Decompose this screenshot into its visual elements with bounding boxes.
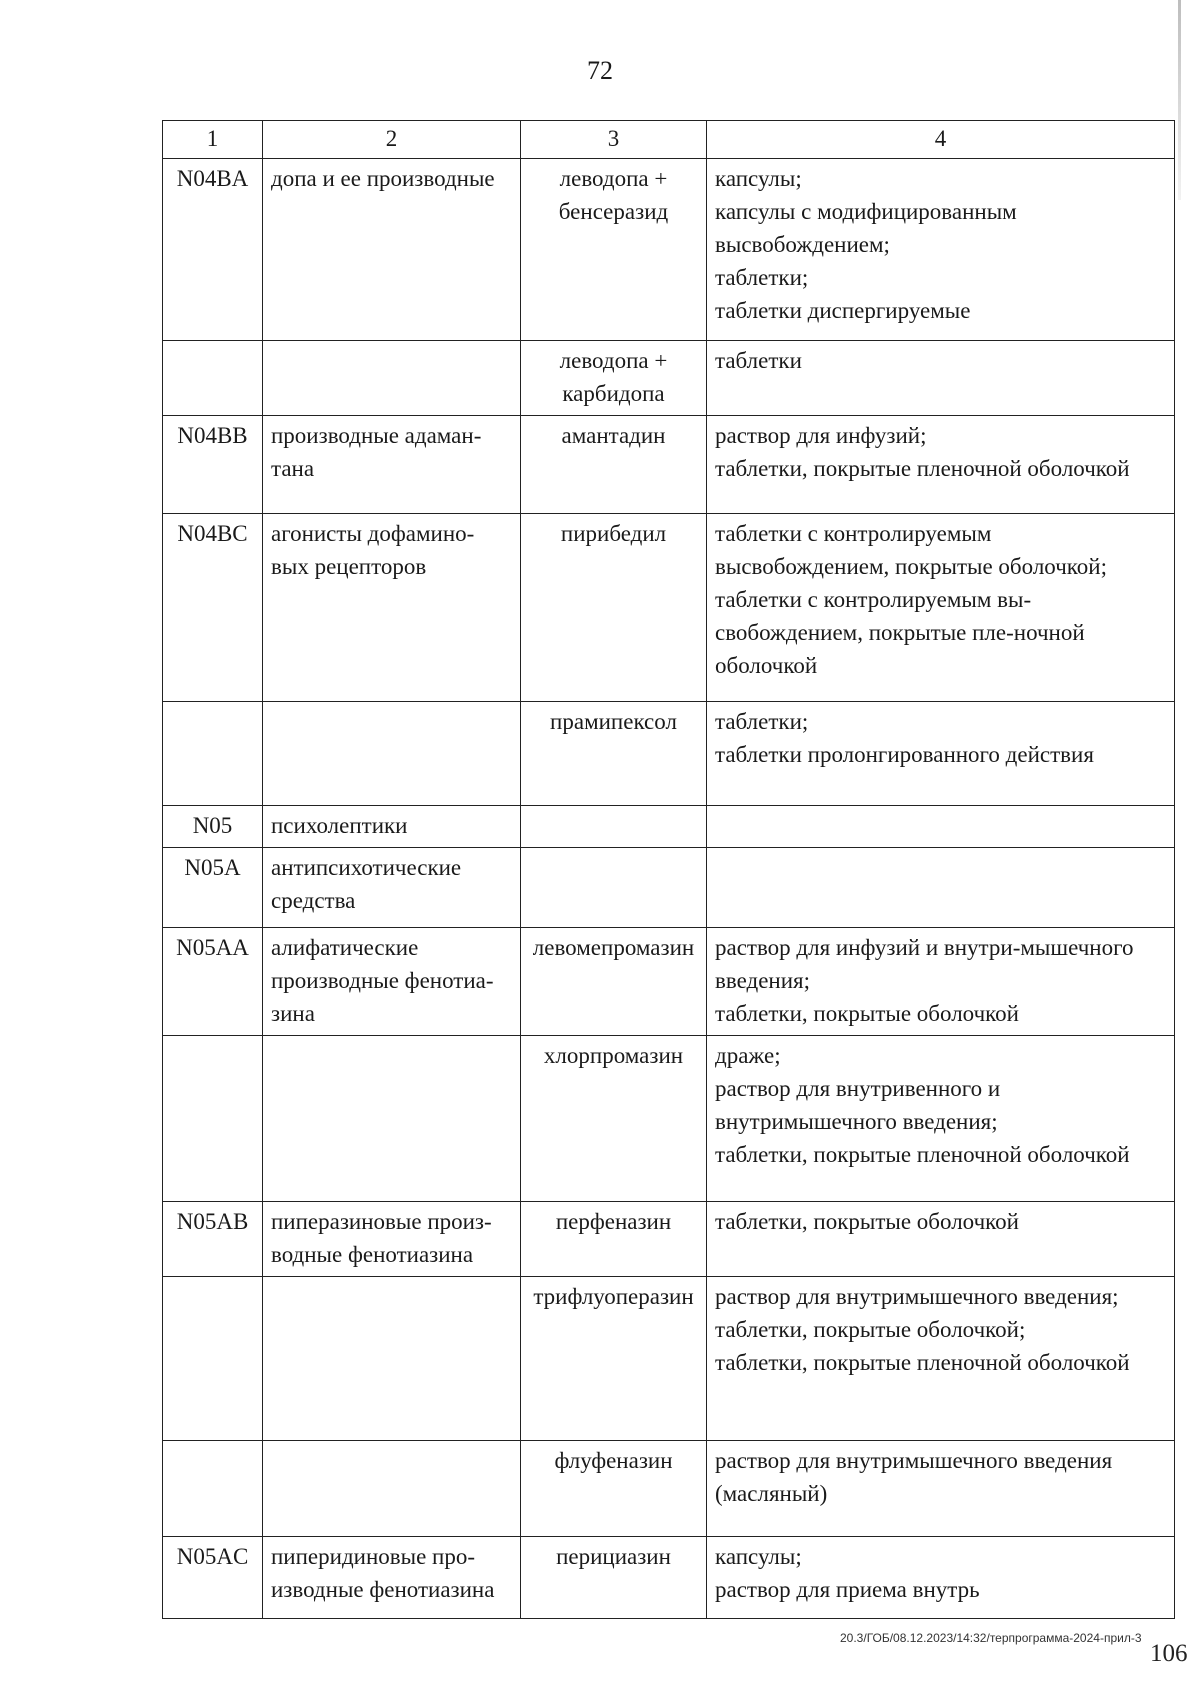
table-row [163, 159, 1175, 341]
dosage-form: таблетки, покрытые оболочкой [715, 1001, 1019, 1026]
group-cell: алифатические производные фенотиа-зина [263, 928, 521, 1036]
table-row [163, 702, 1175, 806]
atc-code-cell: N05AC [163, 1537, 263, 1619]
drug-cell: леводопа + бенсеразид [521, 159, 707, 341]
dosage-form: капсулы с модифицированным высвобождением; [715, 199, 1017, 257]
table-row [163, 806, 1175, 848]
atc-code-cell [163, 1277, 263, 1441]
header-cell: 3 [521, 121, 707, 159]
atc-code-cell: N04BB [163, 416, 263, 514]
group-cell: допа и ее производные [263, 159, 521, 341]
dosage-forms-cell [707, 848, 1175, 928]
table-row [163, 1036, 1175, 1202]
group-cell [263, 702, 521, 806]
group-cell [263, 1277, 521, 1441]
group-cell: производные адаман-тана [263, 416, 521, 514]
atc-code-cell: N04BC [163, 514, 263, 702]
group-cell: психолептики [263, 806, 521, 848]
table-row [163, 1537, 1175, 1619]
table-row [163, 416, 1175, 514]
atc-code-cell: N05 [163, 806, 263, 848]
dosage-forms-cell [707, 1537, 1175, 1619]
table-row [163, 1441, 1175, 1537]
dosage-form: раствор для инфузий; [715, 423, 927, 448]
drug-cell: левомепромазин [521, 928, 707, 1036]
group-cell [263, 341, 521, 416]
atc-code-cell: N05AA [163, 928, 263, 1036]
dosage-form: таблетки, покрытые пленочной оболочкой [715, 1350, 1130, 1375]
table-header-row [163, 121, 1175, 159]
drug-cell: трифлуоперазин [521, 1277, 707, 1441]
drug-cell: амантадин [521, 416, 707, 514]
dosage-form: таблетки, покрытые оболочкой [715, 1209, 1019, 1234]
dosage-form: раствор для приема внутрь [715, 1577, 980, 1602]
header-cell: 2 [263, 121, 521, 159]
drug-cell: перициазин [521, 1537, 707, 1619]
group-cell: пиперидиновые про-изводные фенотиазина [263, 1537, 521, 1619]
header-cell: 4 [707, 121, 1175, 159]
table-row [163, 1277, 1175, 1441]
dosage-forms-cell [707, 159, 1175, 341]
dosage-form: таблетки; [715, 265, 809, 290]
dosage-forms-cell [707, 1277, 1175, 1441]
drug-cell: хлорпромазин [521, 1036, 707, 1202]
dosage-form: раствор для внутримышечного введения (масляный) [715, 1448, 1113, 1506]
dosage-forms-cell [707, 928, 1175, 1036]
drug-cell [521, 848, 707, 928]
group-cell [263, 1036, 521, 1202]
dosage-forms-cell [707, 416, 1175, 514]
group-cell: антипсихотические средства [263, 848, 521, 928]
header-cell: 1 [163, 121, 263, 159]
drug-cell: перфеназин [521, 1202, 707, 1277]
atc-code-cell [163, 702, 263, 806]
dosage-forms-cell [707, 1036, 1175, 1202]
dosage-form: таблетки; [715, 709, 809, 734]
drug-cell: пирибедил [521, 514, 707, 702]
dosage-form: таблетки пролонгированного действия [715, 742, 1094, 767]
dosage-forms-cell [707, 341, 1175, 416]
table-row [163, 514, 1175, 702]
dosage-form: таблетки, покрытые пленочной оболочкой [715, 1142, 1130, 1167]
dosage-forms-cell [707, 1202, 1175, 1277]
dosage-forms-cell [707, 806, 1175, 848]
dosage-form: драже; [715, 1043, 781, 1068]
table-row [163, 928, 1175, 1036]
atc-code-cell: N04BA [163, 159, 263, 341]
dosage-form: таблетки диспергируемые [715, 298, 971, 323]
scan-edge [1178, 0, 1181, 200]
dosage-form: таблетки с контролируемым вы-свобождением, покрытые пле-ночной оболочкой [715, 587, 1085, 678]
drug-cell [521, 806, 707, 848]
dosage-forms-cell [707, 1441, 1175, 1537]
dosage-form: капсулы; [715, 166, 802, 191]
atc-code-cell [163, 341, 263, 416]
document-reference: 20.3/ГОБ/08.12.2023/14:32/терпрограмма-2024-прил-3 [840, 1631, 1142, 1645]
sheet-number: 106 [1150, 1640, 1188, 1667]
drug-cell: леводопа + карбидопа [521, 341, 707, 416]
atc-code-cell: N05AB [163, 1202, 263, 1277]
dosage-form: таблетки, покрытые пленочной оболочкой [715, 456, 1130, 481]
group-cell: пиперазиновые произ-водные фенотиазина [263, 1202, 521, 1277]
table-row [163, 1202, 1175, 1277]
dosage-form: раствор для внутривенного и внутримышечного введения; [715, 1076, 1001, 1134]
dosage-form: таблетки, покрытые оболочкой; [715, 1317, 1026, 1342]
drug-table [162, 120, 1175, 1619]
dosage-form: капсулы; [715, 1544, 802, 1569]
dosage-form: раствор для внутримышечного введения; [715, 1284, 1119, 1309]
dosage-forms-cell [707, 702, 1175, 806]
atc-code-cell [163, 1036, 263, 1202]
atc-code-cell [163, 1441, 263, 1537]
table-row [163, 341, 1175, 416]
dosage-form: таблетки с контролируемым высвобождением, покрытые оболочкой; [715, 521, 1107, 579]
page-number: 72 [587, 56, 613, 85]
dosage-form: раствор для инфузий и внутри-мышечного введения; [715, 935, 1134, 993]
dosage-form: таблетки [715, 348, 802, 373]
drug-cell: флуфеназин [521, 1441, 707, 1537]
drug-cell: прамипексол [521, 702, 707, 806]
group-cell [263, 1441, 521, 1537]
table-row [163, 848, 1175, 928]
dosage-forms-cell [707, 514, 1175, 702]
group-cell: агонисты дофамино-вых рецепторов [263, 514, 521, 702]
atc-code-cell: N05A [163, 848, 263, 928]
